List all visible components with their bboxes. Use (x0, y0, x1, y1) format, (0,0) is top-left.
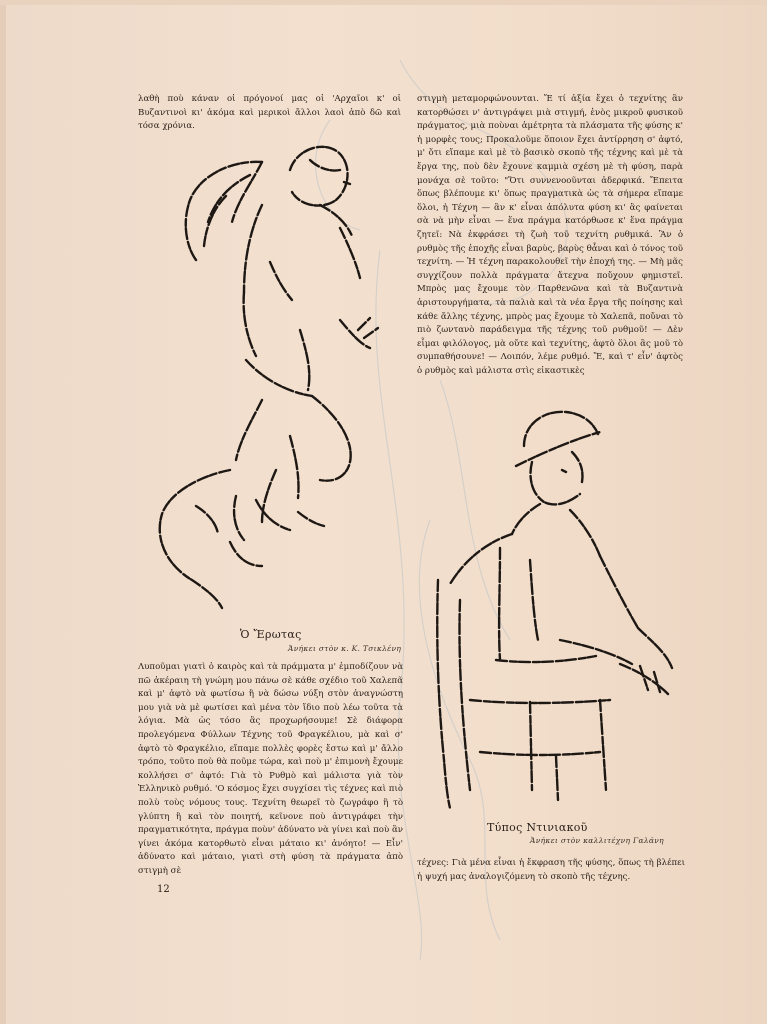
left-column-bottom-text (138, 661, 403, 879)
left-column-top-text (138, 93, 401, 134)
page-edge-left (0, 0, 6, 1024)
figure-title-type: Τύπος Ντινιακοῦ (487, 821, 588, 834)
figure-title-eros: Ὁ Ἔρωτας (240, 628, 302, 641)
figure-credit-eros: Ἀνήκει στὸν κ. Κ. Τσικλένη (288, 644, 402, 653)
paragraph: λαθὴ ποὺ κάναν οἱ πρόγονοί μας οἱ 'Αρχαῖοι κ' οἱ Βυζαντινοὶ κι' ἀκόμα καὶ μερικοὶ ἄλλοι λαοὶ ἀπὸ δῶ καὶ τόσα χρόνια. (138, 94, 401, 132)
right-column-top-text (417, 93, 683, 378)
paragraph: τέχνες: Γιὰ μένα εἶναι ἡ ἔκφραση τῆς φύσης, ὅπως τὴ βλέπει ἡ ψυχή μας ἀναλογιζόμενη τὸ σκοπὸ τῆς τέχνης. (417, 858, 685, 882)
page-number: 12 (157, 884, 170, 895)
figure-credit-type: Ἀνήκει στὸν καλλιτέχνη Γαλάνη (530, 836, 664, 845)
right-column-bottom-text (417, 857, 685, 884)
page-edge-top (0, 0, 767, 5)
paragraph: στιγμὴ μεταμορφώνουνται. Ἔ τί ἀξία ἔχει ὁ τεχνίτης ἂν κατορθώσει ν' ἀντιγράψει μιὰ στιγμή, ἑνὸς μικροῦ φυσικοῦ πράγματος, μιὰ ποὺναι ἀμέτρητα τὰ πλάσματα τῆς φύσης κ' ἡ μορφὲς τους; Προκαλοῦμε ὅποιον ἔχει ἀντίρρηση σ' ἀφτό, μ' ὅτι εἴπαμε καὶ μὲ τὸ βασικὸ σκοπὸ τῆς τέχνης καὶ μὲ τὰ ἔργα της, ποὺ δὲν ἔχουνε καμμιὰ σχέση μὲ τὴ φύση, παρὰ μονάχα σὲ τοῦτο: "Ὅτι συννενοοῦνται ἀδερφικά. Ἔπειτα ὅπως βλέπουμε κι' ὅπως πραγματικὰ ὡς τὰ σήμερα εἴπαμε ὅλοι, ἡ Τέχνη — ἂν κ' εἶναι ἀπόλυτα φύση κι' ἂς φαίνεται σὰ νὰ μὴν εἶναι — ἕνα πράγμα κατόρθωσε κ' ἕνα πράγμα ζητεῖ: Νὰ ἐκφράσει τὴ ζωὴ τοῦ τεχνίτη ρυθμικά. Ἂν ὁ ρυθμὸς τῆς ἐποχῆς εἶναι βαρὺς, βαρὺς θἆναι καὶ ὁ τόνος τοῦ τεχνίτη. — Ἡ τέχνη παρακολουθεῖ τὴν ἐποχή της. — Μὴ μᾶς συγχίζουν πολλὰ πράγματα ἄτεχνα ποὔχουν φημιστεῖ. Μπρὸς μας ἔχουμε τὸν Παρθενῶνα καὶ τὰ Βυζαντινὰ ἀριστουργήματα, τὰ παλιὰ καὶ τὰ νέα ἔργα τῆς ποίησης καὶ κάθε ἄλλης τέχνης, μπρὸς μας ἔχουμε τὸ Χαλεπᾶ, ποὔναι τὸ πιὸ ζωντανὸ παράδειγμα τῆς τέχνης τοῦ ρυθμοῦ! — Δὲν εἶμαι φιλόλογος, μὰ οὔτε καὶ τεχνίτης, ἀφτὸ ὅλοι ἂς μοῦ τὸ συμπαθήσουνε! — Λοιπόν, λέμε ρυθμό. Ἔ, καὶ τ' εἶν' ἀφτὸς ὁ ρυθμὸς καὶ μάλιστα στὶς εἰκαστικὲς (417, 94, 683, 376)
paragraph: Λυποῦμαι γιατὶ ὁ καιρὸς καὶ τὰ πράμματα μ' ἐμποδίζουν νὰ πῶ ἀκέραιη τὴ γνώμη μου πάνω σὲ κάθε σχέδιο τοῦ Χαλεπᾶ καὶ μ' ἀφτὸ νὰ φωτίσω ἢ νὰ δώσω νύξη στὸν ἀναγνώστη μου γιὰ νὰ μὲ φωτίσει καὶ μένα τὸν ἴδιο ποὺ λέω τοῦτα τὰ λόγια. Μὰ ὡς τόσο ἂς προχωρήσουμε! Σὲ διάφορα προλεγόμενα Φύλλων Τέχνης τοῦ Φραγκέλιου, μὰ καὶ σ' ἀφτὸ τὸ Φραγκέλιο, εἴπαμε πολλὲς φορὲς ἔστω καὶ μ' ἄλλο τρόπο, τοῦτο ποὺ θὰ ποῦμε τώρα, καὶ ποὺ μ' ἐπιμονὴ ἔχουμε κολλήσει σ' ἀφτό: Γιὰ τὸ Ρυθμὸ καὶ μάλιστα γιὰ τὸν Ἑλληνικὸ ρυθμό. 'Ο κόσμος ἔχει συγχίσει τὶς τέχνες καὶ πιὸ πολὺ τοὺς νόμους τους. Τεχνίτη θεωρεῖ τὸ ζωγράφο ἢ τὸ γλύπτη ἢ καὶ τὸν ποιητή, κεῖνονε ποὺ ἀντιγράφει τὴν πραγματικότητα, πράγμα ποὺν' ἀδύνατο νὰ γίνει καὶ ποὺ ἂν γίνει ἀκόμα κατορθωτὸ εἶναι μάταιο κι' ἀνόητο! — Εἶν' ἀδύνατο καὶ μάταιο, γιατὶ στὴ φύση τὰ πράγματα ἀπὸ στιγμὴ σὲ (138, 662, 403, 876)
